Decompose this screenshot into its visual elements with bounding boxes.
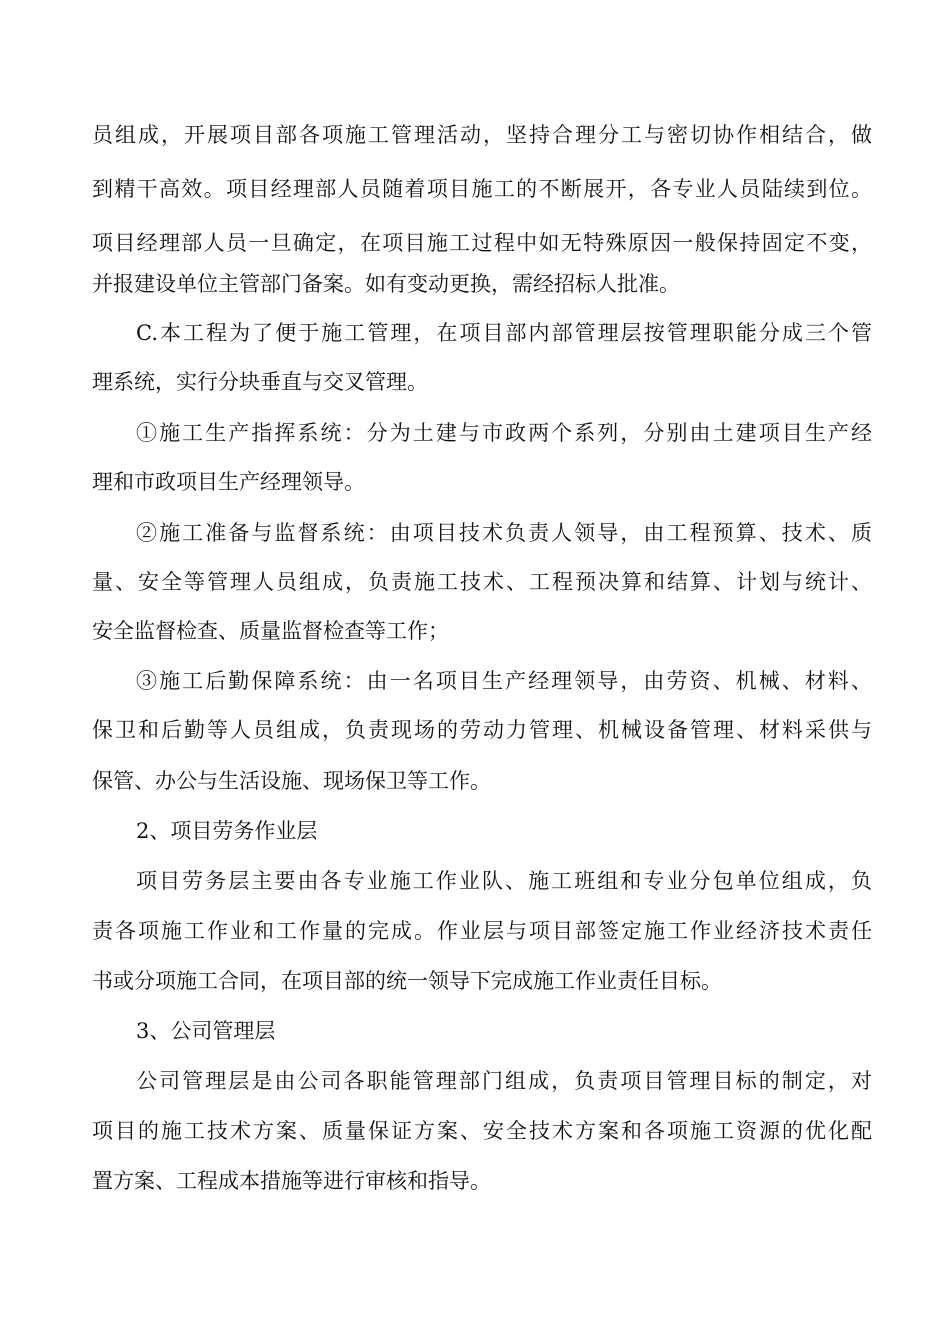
text-line: 理系统，实行分块垂直与交叉管理。 [92, 370, 428, 394]
text-line: 项目经理部人员一旦确定，在项目施工过程中如无特殊原因一般保持固定不变， [92, 231, 872, 255]
text-line: 置方案、工程成本措施等进行审核和指导。 [92, 1169, 491, 1193]
list-item-first-line: ②施工准备与监督系统：由项目技术负责人领导，由工程预算、技术、质 [136, 521, 872, 545]
list-item-first-line: ③施工后勤保障系统：由一名项目生产经理领导，由劳资、机械、材料、 [136, 669, 872, 693]
text-line: 到精干高效。项目经理部人员随着项目施工的不断展开，各专业人员陆续到位。 [92, 177, 872, 201]
text-line: 量、安全等管理人员组成，负责施工技术、工程预决算和结算、计划与统计、 [92, 570, 872, 594]
text-line: 项目的施工技术方案、质量保证方案、安全技术方案和各项施工资源的优化配 [92, 1119, 872, 1143]
text-line: 书或分项施工合同，在项目部的统一领导下完成施工作业责任目标。 [92, 969, 722, 993]
text-line: 保卫和后勤等人员组成，负责现场的劳动力管理、机械设备管理、材料采供与 [92, 718, 872, 742]
text-line: 保管、办公与生活设施、现场保卫等工作。 [92, 769, 491, 793]
list-item-first-line: ①施工生产指挥系统：分为土建与市政两个系列，分别由土建项目生产经 [136, 421, 872, 445]
section-heading: 3、公司管理层 [136, 1019, 276, 1043]
paragraph-first-line: 公司管理层是由公司各职能管理部门组成，负责项目管理目标的制定，对 [136, 1069, 872, 1093]
text-line: 责各项施工作业和工作量的完成。作业层与项目部签定施工作业经济技术责任 [92, 919, 872, 943]
text-line: 员组成，开展项目部各项施工管理活动，坚持合理分工与密切协作相结合，做 [92, 123, 872, 147]
paragraph-first-line: 项目劳务层主要由各专业施工作业队、施工班组和专业分包单位组成，负 [136, 869, 872, 893]
text-line: 理和市政项目生产经理领导。 [92, 470, 365, 494]
paragraph-first-line: C.本工程为了便于施工管理，在项目部内部管理层按管理职能分成三个管 [136, 321, 872, 345]
text-line: 并报建设单位主管部门备案。如有变动更换，需经招标人批准。 [92, 272, 680, 296]
text-line: 安全监督检查、质量监督检查等工作； [92, 619, 449, 643]
section-heading: 2、项目劳务作业层 [136, 819, 318, 843]
